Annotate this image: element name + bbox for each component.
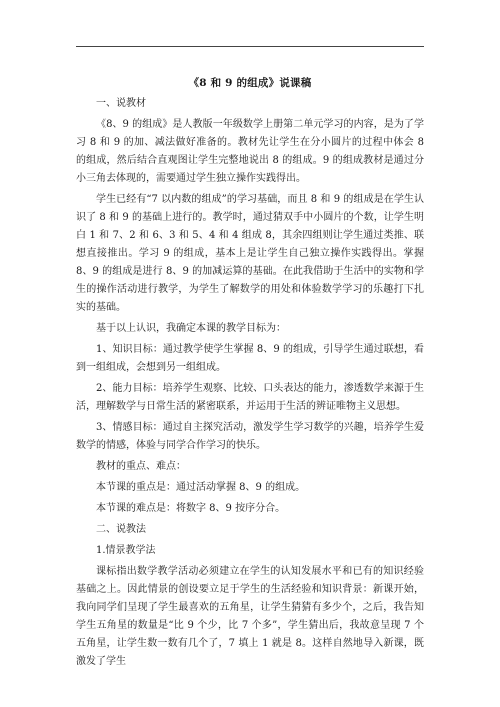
paragraph-material-intro: 《8、9 的组成》是人教版一年级数学上册第二单元学习的内容，是为了学习 8 和 9 的加、减法做好准备的。教材先让学生在分小圆片的过程中体会 8 的组成，然后结合直观图让学生完整地说出 8 的组成。9 的组成教材是通过分小三角去体现的，需要通过学生独立操作实践得出。	[76, 119, 424, 184]
paragraph-emotion-goal: 3、情感目标：通过自主探究活动，激发学生学习数学的兴趣，培养学生爱数学的情感，体验与同学合作学习的快乐。	[76, 422, 424, 451]
subsection-heading-situational-teaching: 1.情景教学法	[96, 545, 156, 556]
paragraph-situational-teaching: 课标指出数学教学活动必须建立在学生的认知发展水平和已有的知识经验基础之上。因此情景的创设要立足于学生的生活经验和知识背景：新课开始，我向同学们呈现了学生最喜欢的五角星，让学生猜猜有多少个，之后，我告知学生五角星的数量是“比 9 个少，比 7 个多”，学生猜出后，我故意呈现 7 个五角星，让学生数一数有几个了，7 填上 1 就是 8。这样自然地导入新课，既激发了学生	[76, 566, 424, 667]
paragraph-ability-goal: 2、能力目标：培养学生观察、比较、口头表达的能力，渗透数学来源于生活，理解数学与日常生活的紧密联系，并运用于生活的辨证唯物主义思想。	[76, 383, 424, 412]
paragraph-learning-basis: 学生已经有“7 以内数的组成”的学习基础，而且 8 和 9 的组成是在学生认识了 8 和 9 的基础上进行的。教学时，通过猜双手中小圆片的个数，让学生明白 1 和 7、2 和 6、3 和 5、4 和 4 组成 8，其余四组则让学生通过类推、联想直接推出。学习 9 的组成，基本上是让学生自己独立操作实践得出。掌握 8、9 的组成是进行 8、9 的加减运算的基础。在此我借助于生活中的实物和学生的操作活动进行教学，为学生了解数学的用处和体验数学学习的乐趣打下扎实的基础。	[76, 194, 424, 313]
paragraph-goals-intro: 基于以上认识，我确定本课的教学目标为：	[96, 323, 286, 334]
paragraph-difficult-point: 本节课的难点是：将数字 8、9 按序分合。	[96, 503, 286, 514]
section-heading-teaching-method: 二、说教法	[96, 524, 146, 535]
paragraph-key-points-heading: 教材的重点、难点：	[96, 461, 186, 472]
paragraph-knowledge-goal: 1、知识目标：通过教学使学生掌握 8、9 的组成，引导学生通过联想，看到一组组成，会想到另一组组成。	[76, 344, 424, 373]
paragraph-key-point: 本节课的重点是：通过活动掌握 8、9 的组成。	[96, 482, 306, 493]
document-title: 《8 和 9 的组成》说课稿	[188, 77, 312, 89]
document-body	[76, 74, 424, 674]
section-heading-teaching-material: 一、说教材	[96, 98, 146, 109]
header-rule	[76, 46, 424, 47]
